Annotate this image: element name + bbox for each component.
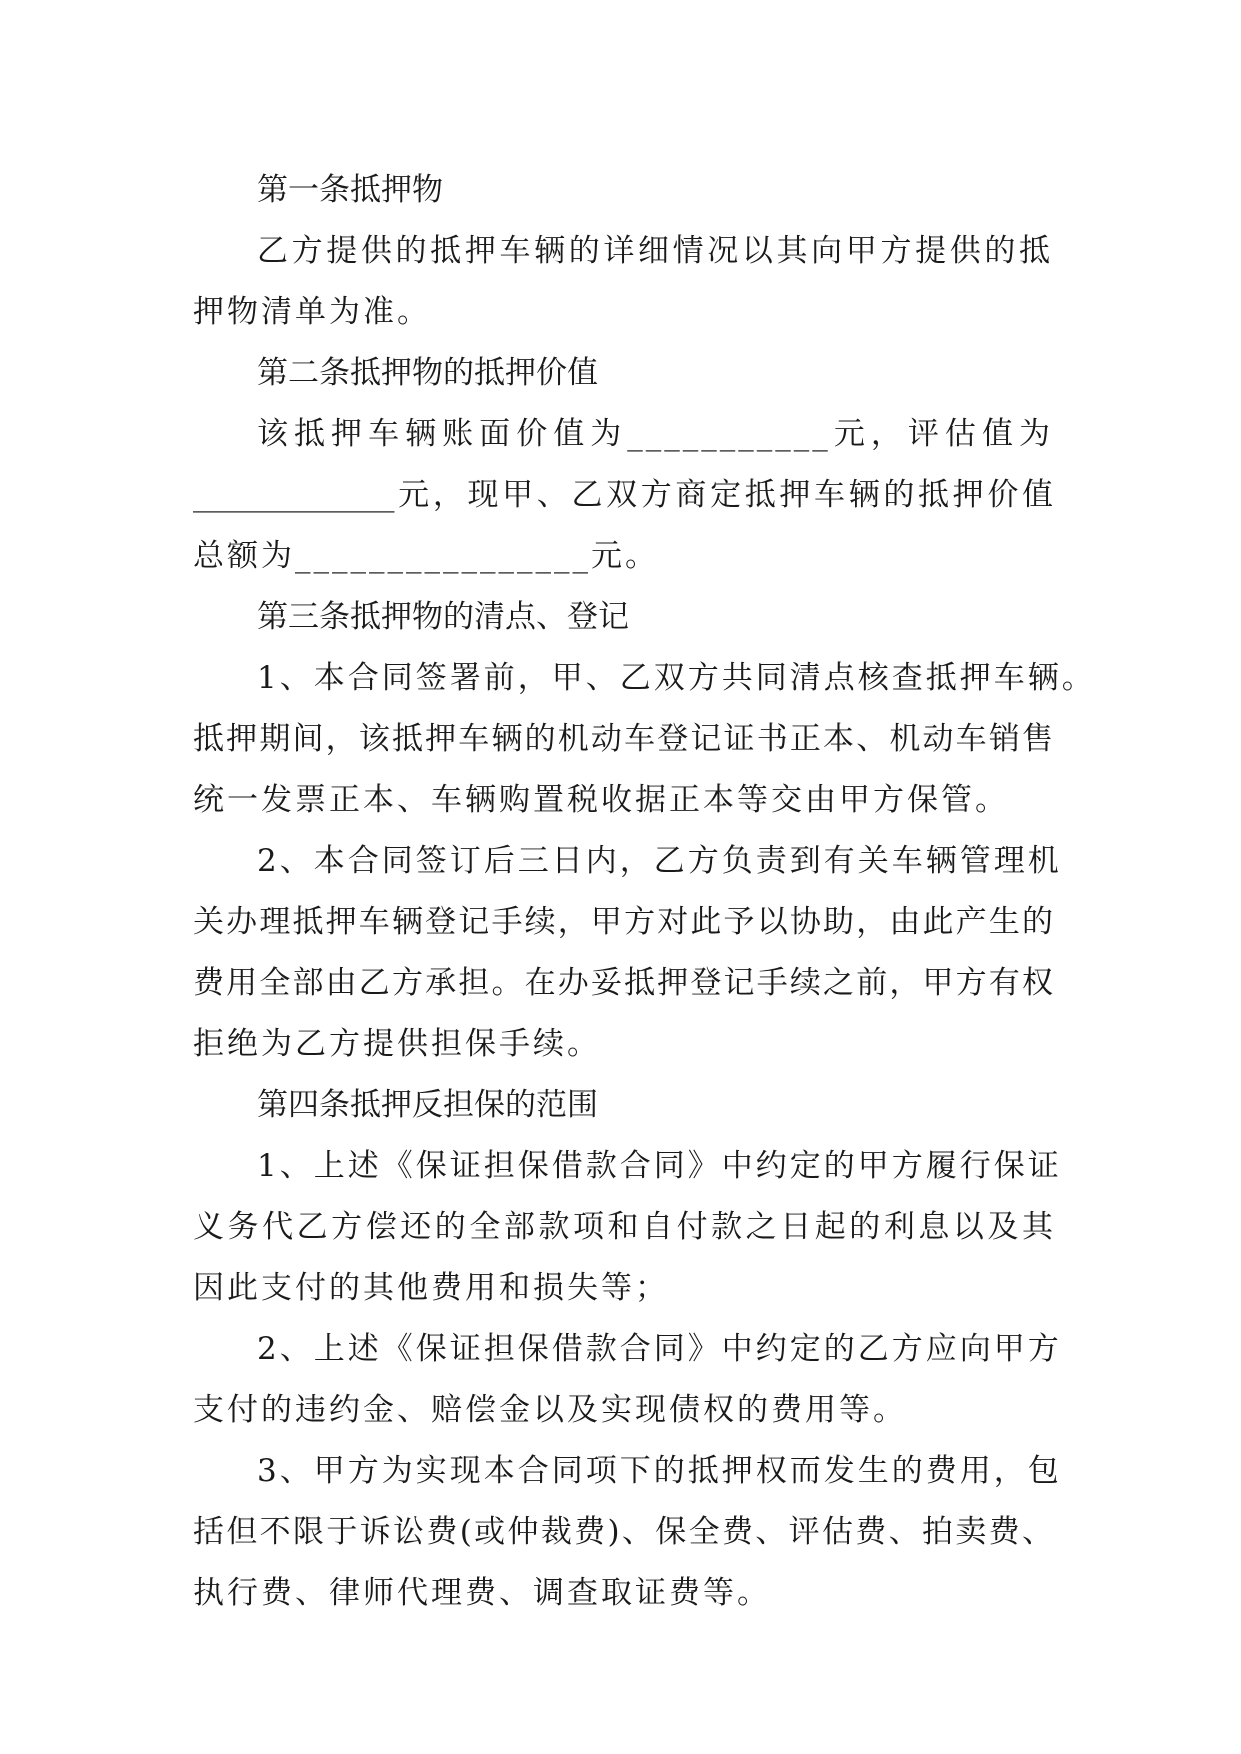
article-4-clause-2-line: 支付的违约金、赔偿金以及实现债权的费用等。 bbox=[193, 1392, 907, 1428]
article-2-para-line: 总额为________________元。 bbox=[193, 538, 659, 574]
article-3-clause-2-line: 2、本合同签订后三日内，乙方负责到有关车辆管理机 bbox=[257, 843, 1062, 879]
article-3-clause-2-line: 费用全部由乙方承担。在办妥抵押登记手续之前，甲方有权 bbox=[193, 965, 1053, 1001]
article-2-para-line: _____________元，现甲、乙双方商定抵押车辆的抵押价值 bbox=[193, 477, 1053, 513]
article-1-para-line: 押物清单为准。 bbox=[193, 294, 431, 330]
article-3-clause-1-line: 统一发票正本、车辆购置税收据正本等交由甲方保管。 bbox=[193, 782, 1009, 818]
article-2-para-line: 该抵押车辆账面价值为___________元，评估值为 bbox=[257, 416, 1053, 452]
article-1-para-line: 乙方提供的抵押车辆的详细情况以其向甲方提供的抵 bbox=[257, 233, 1053, 269]
article-4-clause-3-line: 执行费、律师代理费、调查取证费等。 bbox=[193, 1575, 771, 1611]
article-2-heading: 第二条抵押物的抵押价值 bbox=[257, 355, 598, 391]
article-4-clause-1-line: 1、上述《保证担保借款合同》中约定的甲方履行保证 bbox=[257, 1148, 1062, 1184]
article-3-heading: 第三条抵押物的清点、登记 bbox=[257, 599, 629, 635]
article-4-heading: 第四条抵押反担保的范围 bbox=[257, 1087, 598, 1123]
article-3-clause-2-line: 关办理抵押车辆登记手续，甲方对此予以协助，由此产生的 bbox=[193, 904, 1053, 940]
article-4-clause-3-line: 括但不限于诉讼费(或仲裁费)、保全费、评估费、拍卖费、 bbox=[193, 1514, 1053, 1550]
article-4-clause-1-line: 因此支付的其他费用和损失等； bbox=[193, 1270, 669, 1306]
article-4-clause-1-line: 义务代乙方偿还的全部款项和自付款之日起的利息以及其 bbox=[193, 1209, 1053, 1245]
article-3-clause-1-line: 1、本合同签署前，甲、乙双方共同清点核查抵押车辆。 bbox=[257, 660, 1096, 696]
article-4-clause-2-line: 2、上述《保证担保借款合同》中约定的乙方应向甲方 bbox=[257, 1331, 1062, 1367]
article-1-heading: 第一条抵押物 bbox=[257, 172, 443, 208]
article-4-clause-3-line: 3、甲方为实现本合同项下的抵押权而发生的费用，包 bbox=[257, 1453, 1062, 1489]
article-3-clause-1-line: 抵押期间，该抵押车辆的机动车登记证书正本、机动车销售 bbox=[193, 721, 1053, 757]
document-body bbox=[193, 160, 1096, 1624]
article-3-clause-2-line: 拒绝为乙方提供担保手续。 bbox=[193, 1026, 601, 1062]
